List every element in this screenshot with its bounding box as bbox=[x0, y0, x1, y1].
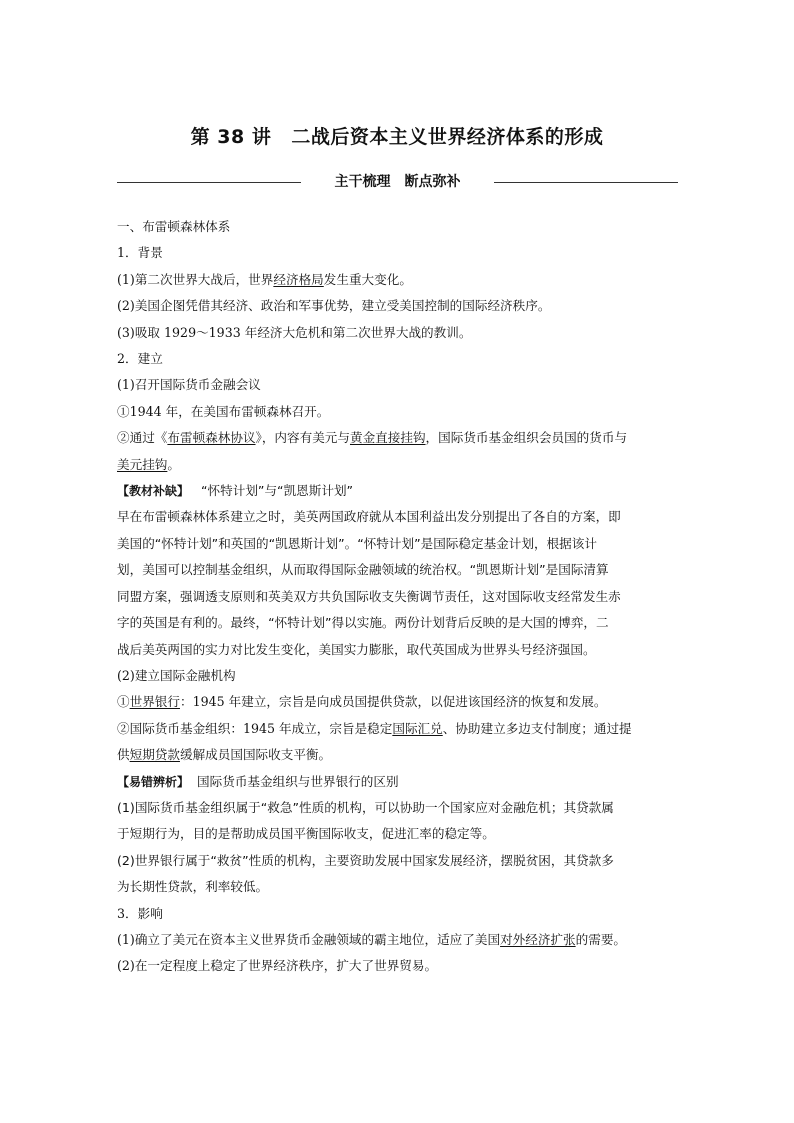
subheading-establishment: 2．建立 bbox=[117, 351, 163, 367]
underlined-term: 黄金直接挂钩 bbox=[349, 430, 426, 446]
mistake-title: 国际货币基金组织与世界银行的区别 bbox=[197, 773, 399, 789]
underlined-term: 美元挂钩 bbox=[117, 456, 168, 472]
text-fragment: (1)确立了美元在资本主义世界货币金融领域的霸主地位，适应了美国 bbox=[117, 931, 501, 947]
section-header-label: 主干梳理 断点弥补 bbox=[334, 174, 461, 190]
background-point-1 bbox=[117, 267, 682, 293]
text-fragment: 发生重大变化。 bbox=[323, 271, 412, 287]
section-header bbox=[117, 171, 678, 193]
underlined-term: 布雷顿森林协议 bbox=[167, 430, 256, 446]
text-fragment: 。 bbox=[167, 456, 180, 472]
supplement-line: 战后美英两国的实力对比发生变化，美国实力膨胀，取代英国成为世界头号经济强国。 bbox=[117, 641, 596, 657]
mistake-line: 为长期性贷款，利率较低。 bbox=[117, 879, 269, 895]
supplement-title: “怀特计划”与“凯恩斯计划” bbox=[201, 483, 354, 499]
underlined-term: 世界银行 bbox=[129, 694, 180, 710]
lecture-number: 第 38 讲 bbox=[190, 126, 272, 148]
supplement-line: 同盟方案，强调透支原则和英美双方共负国际收支失衡调节责任，这对国际收支经常发生赤 bbox=[117, 588, 621, 604]
establishment-point-1b bbox=[117, 425, 682, 478]
subheading-impact: 3．影响 bbox=[117, 905, 163, 921]
establishment-point-2a bbox=[117, 689, 682, 715]
supplement-line: 早在布雷顿森林体系建立之时，美英两国政府就从本国利益出发分别提出了各自的方案，即 bbox=[117, 509, 621, 525]
background-point-2: (2)美国企图凭借其经济、政治和军事优势，建立受美国控制的国际经济秩序。 bbox=[117, 298, 551, 314]
text-fragment: ① bbox=[117, 694, 130, 710]
text-fragment: ，国际货币基金组织会员国的货币与 bbox=[425, 430, 628, 446]
text-fragment: ②国际货币基金组织：1945 年成立，宗旨是稳定 bbox=[117, 720, 393, 736]
heading-bretton-woods: 一、布雷顿森林体系 bbox=[117, 219, 231, 234]
mistake-line: 于短期行为，目的是帮助成员国平衡国际收支，促进汇率的稳定等。 bbox=[117, 826, 495, 842]
supplement-line: 美国的“怀特计划”和英国的“凯恩斯计划”。“怀特计划”是国际稳定基金计划，根据该计 bbox=[117, 535, 597, 551]
section-rule-right bbox=[494, 182, 678, 183]
text-fragment: 》，内容有美元与 bbox=[255, 430, 350, 446]
mistake-line: (2)世界银行属于“救贫”性质的机构，主要资助发展中国家发展经济，摆脱贫困，其贷款多 bbox=[117, 852, 614, 868]
supplement-box-heading bbox=[117, 478, 682, 504]
underlined-term: 国际汇兑 bbox=[392, 720, 443, 736]
mistake-box-heading bbox=[117, 769, 682, 795]
mistake-line: (1)国际货币基金组织属于“救急”性质的机构，可以协助一个国家应对金融危机；其贷款属 bbox=[117, 799, 614, 815]
impact-point-1 bbox=[117, 927, 682, 953]
text-fragment: (1)第二次世界大战后，世界 bbox=[117, 271, 274, 287]
text-fragment: 的需要。 bbox=[575, 931, 626, 947]
establishment-point-2b bbox=[117, 716, 682, 769]
background-point-3: (3)吸取 1929～1933 年经济大危机和第二次世界大战的教训。 bbox=[117, 324, 472, 340]
impact-point-2: (2)在一定程度上稳定了世界经济秩序，扩大了世界贸易。 bbox=[117, 958, 438, 974]
text-fragment: 、协助建立多边支付制度；通过提 bbox=[442, 720, 632, 736]
text-fragment: ：1945 年建立，宗旨是向成员国提供贷款，以促进该国经济的恢复和发展。 bbox=[179, 694, 607, 710]
establishment-point-1a: ①1944 年，在美国布雷顿森林召开。 bbox=[117, 403, 330, 419]
text-fragment: 缓解成员国国际收支平衡。 bbox=[179, 747, 332, 763]
establishment-point-1: (1)召开国际货币金融会议 bbox=[117, 377, 261, 393]
text-fragment: ②通过《 bbox=[117, 430, 168, 446]
subheading-background: 1．背景 bbox=[117, 245, 163, 261]
underlined-term: 对外经济扩张 bbox=[500, 931, 576, 947]
supplement-line: 字的英国是有利的。最终，“怀特计划”得以实施。两份计划背后反映的是大国的博弈，二 bbox=[117, 615, 609, 631]
underlined-term: 经济格局 bbox=[273, 271, 324, 287]
mistake-box-body bbox=[117, 795, 682, 901]
main-content bbox=[117, 214, 682, 980]
supplement-box-body bbox=[117, 504, 682, 662]
text-fragment: 供 bbox=[117, 747, 130, 763]
underlined-term: 短期贷款 bbox=[129, 747, 180, 763]
supplement-tag: 【教材补缺】 bbox=[117, 484, 190, 499]
establishment-point-2: (2)建立国际金融机构 bbox=[117, 667, 236, 683]
supplement-line: 划，美国可以控制基金组织，从而取得国际金融领域的统治权。“凯恩斯计划”是国际清算 bbox=[117, 562, 609, 578]
lecture-topic: 二战后资本主义世界经济体系的形成 bbox=[291, 126, 604, 148]
mistake-tag: 【易错辨析】 bbox=[117, 774, 190, 789]
page-title bbox=[0, 122, 794, 149]
